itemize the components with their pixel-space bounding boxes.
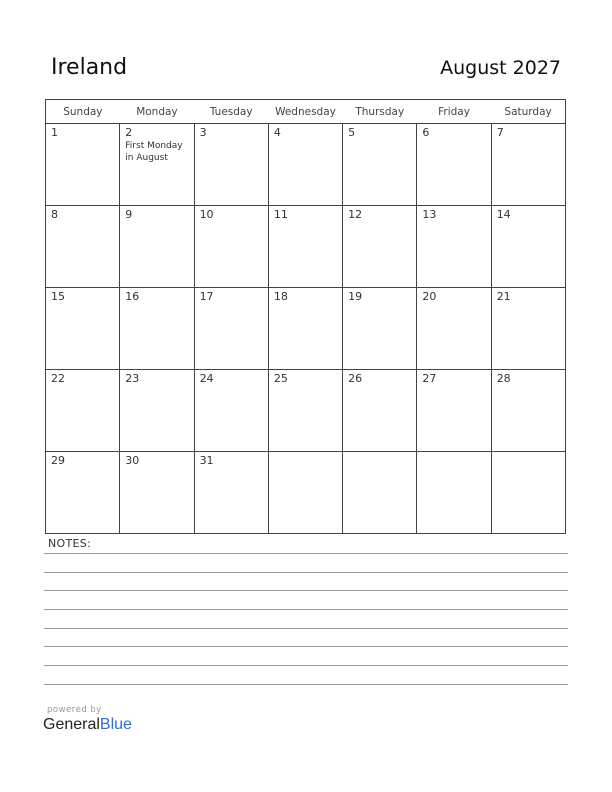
day-cell — [491, 452, 565, 534]
note-line — [44, 609, 568, 610]
day-cell — [417, 452, 491, 534]
day-cell — [120, 124, 194, 206]
day-cell — [268, 288, 342, 370]
day-number: 16 — [125, 290, 140, 303]
day-number: 18 — [273, 290, 288, 303]
day-cell — [194, 288, 268, 370]
day-number: 12 — [348, 208, 363, 221]
day-number: 15 — [51, 290, 65, 303]
day-cell — [194, 206, 268, 288]
day-number: 8 — [51, 208, 58, 221]
day-cell — [46, 288, 120, 370]
day-cell — [343, 370, 417, 452]
week-row — [46, 452, 566, 534]
day-cell — [268, 124, 342, 206]
day-number: 9 — [125, 208, 133, 221]
day-cell — [343, 206, 417, 288]
note-line — [44, 553, 568, 554]
weekday-friday: Friday — [417, 100, 491, 124]
day-number: 21 — [496, 290, 511, 303]
day-cell — [268, 206, 342, 288]
weekday-tuesday: Tuesday — [194, 100, 268, 124]
day-number: 27 — [422, 372, 437, 385]
day-cell — [120, 288, 194, 370]
day-number: 5 — [348, 126, 356, 139]
weekday-wednesday: Wednesday — [268, 100, 342, 124]
day-number: 20 — [422, 290, 437, 303]
day-number: 17 — [199, 290, 214, 303]
day-number: 13 — [422, 208, 437, 221]
day-cell — [194, 370, 268, 452]
weekday-header-row — [46, 100, 566, 124]
day-cell — [343, 124, 417, 206]
day-number: 26 — [348, 372, 363, 385]
day-number: 29 — [51, 454, 65, 467]
week-row — [46, 288, 566, 370]
brand-name-general: General — [43, 716, 100, 733]
day-cell — [194, 124, 268, 206]
day-cell — [417, 206, 491, 288]
note-line — [44, 590, 568, 591]
country-title: Ireland — [51, 55, 128, 80]
note-line — [44, 665, 568, 666]
week-row — [46, 124, 566, 206]
day-cell — [417, 288, 491, 370]
weekday-monday: Monday — [120, 100, 194, 124]
day-number: 2 — [125, 126, 133, 139]
day-cell — [417, 124, 491, 206]
calendar-grid — [45, 99, 566, 534]
day-number: 22 — [51, 372, 65, 385]
day-number: 3 — [199, 126, 207, 139]
note-line — [44, 684, 568, 685]
day-number: 4 — [273, 126, 281, 139]
brand-name-blue: Blue — [99, 716, 132, 733]
day-cell — [46, 370, 120, 452]
day-number: 11 — [273, 208, 288, 221]
day-number: 28 — [496, 372, 511, 385]
day-cell — [491, 206, 565, 288]
day-number: 23 — [125, 372, 140, 385]
day-number: 30 — [125, 454, 140, 467]
day-number: 24 — [199, 372, 214, 385]
day-number: 14 — [496, 208, 511, 221]
note-line — [44, 628, 568, 629]
day-number: 7 — [496, 126, 504, 139]
powered-by-text: powered by — [47, 705, 102, 715]
notes-label: NOTES: — [48, 537, 92, 550]
note-line — [44, 572, 568, 573]
day-cell — [120, 206, 194, 288]
week-row — [46, 370, 566, 452]
day-cell — [268, 452, 342, 534]
day-number: 1 — [51, 126, 58, 139]
month-year-title: August 2027 — [440, 57, 561, 79]
holiday-label: First Monday in August — [125, 141, 183, 163]
day-cell — [343, 288, 417, 370]
day-number: 6 — [422, 126, 430, 139]
generalblue-logo[interactable] — [43, 716, 132, 734]
day-cell — [417, 370, 491, 452]
day-cell — [46, 124, 120, 206]
week-row — [46, 206, 566, 288]
day-cell — [120, 370, 194, 452]
day-cell — [491, 370, 565, 452]
day-cell — [46, 452, 120, 534]
day-number: 10 — [199, 208, 214, 221]
day-cell — [268, 370, 342, 452]
day-cell — [120, 452, 194, 534]
day-number: 19 — [348, 290, 363, 303]
day-cell — [491, 288, 565, 370]
day-cell — [194, 452, 268, 534]
day-cell — [46, 206, 120, 288]
note-line — [44, 646, 568, 647]
weekday-thursday: Thursday — [343, 100, 417, 124]
weekday-saturday: Saturday — [491, 100, 565, 124]
weekday-sunday: Sunday — [46, 100, 120, 124]
day-cell — [491, 124, 565, 206]
day-number: 31 — [199, 454, 214, 467]
day-number: 25 — [273, 372, 288, 385]
day-cell — [343, 452, 417, 534]
